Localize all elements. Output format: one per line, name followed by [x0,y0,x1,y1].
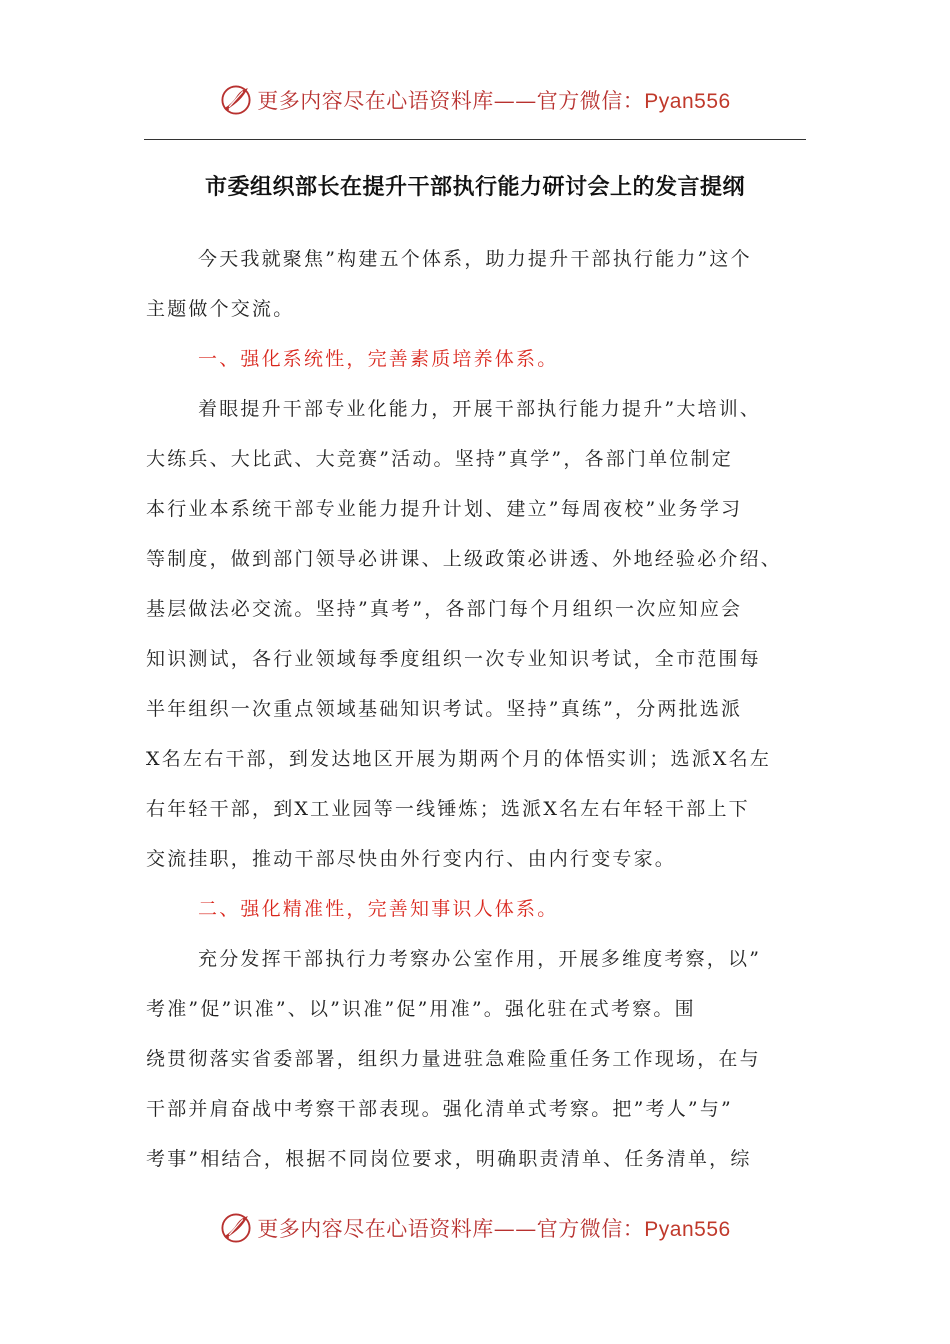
banner-text [257,1213,730,1243]
banner-separator: —— [493,89,537,113]
banner-wechat-account: Pyan556 [644,1218,731,1241]
text-line: 大练兵、大比武、大竞赛”活动。坚持”真学”，各部门单位制定 [146,448,733,470]
section-heading: 二、强化精准性，完善知事识人体系。 [198,898,559,920]
banner-separator: —— [493,1217,537,1241]
banner-wechat-account: Pyan556 [644,90,731,113]
banner-wechat-label: 官方微信： [536,1217,645,1241]
banner-text [257,85,730,115]
section-heading: 一、强化系统性，完善素质培养体系。 [198,348,559,370]
text-line: 交流挂职，推动干部尽快由外行变内行、由内行变专家。 [146,848,677,870]
text-line: 今天我就聚焦”构建五个体系，助力提升干部执行能力”这个 [198,248,752,270]
text-line: 知识测试，各行业领域每季度组织一次专业知识考试，全市范围每 [146,648,761,670]
document-body [146,234,808,1184]
text-line: 绕贯彻落实省委部署，组织力量进驻急难险重任务工作现场，在与 [146,1048,761,1070]
pen-logo-icon [219,1211,253,1245]
banner-library-name: 更多内容尽在心语资料库 [257,1217,494,1241]
text-line: 本行业本系统干部专业能力提升计划、建立”每周夜校”业务学习 [146,498,743,520]
text-line: 考事”相结合，根据不同岗位要求，明确职责清单、任务清单，综 [146,1148,752,1170]
pen-logo-icon [219,83,253,117]
text-line: 基层做法必交流。坚持”真考”，各部门每个月组织一次应知应会 [146,598,743,620]
text-line: 等制度，做到部门领导必讲课、上级政策必讲透、外地经验必介绍、 [146,548,783,570]
text-line: X名左右干部，到发达地区开展为期两个月的体悟实训；选派X名左 [146,748,772,770]
header-banner [0,80,950,120]
text-line: 半年组织一次重点领域基础知识考试。坚持”真练”，分两批选派 [146,698,743,720]
banner-library-name: 更多内容尽在心语资料库 [257,89,494,113]
text-line: 着眼提升干部专业化能力，开展干部执行能力提升”大培训、 [198,398,762,420]
banner-wechat-label: 官方微信： [536,89,645,113]
text-line: 考准”促”识准”、以”识准”促”用准”。强化驻在式考察。围 [146,998,696,1020]
header-divider [144,139,806,140]
text-line: 右年轻干部，到X工业园等一线锤炼；选派X名左右年轻干部上下 [146,798,750,820]
text-line: 干部并肩奋战中考察干部表现。强化清单式考察。把”考人”与” [146,1098,733,1120]
text-line: 充分发挥干部执行力考察办公室作用，开展多维度考察，以” [198,948,762,970]
footer-banner [0,1208,950,1248]
document-title: 市委组织部长在提升干部执行能力研讨会上的发言提纲 [204,174,745,200]
text-line: 主题做个交流。 [146,298,295,320]
